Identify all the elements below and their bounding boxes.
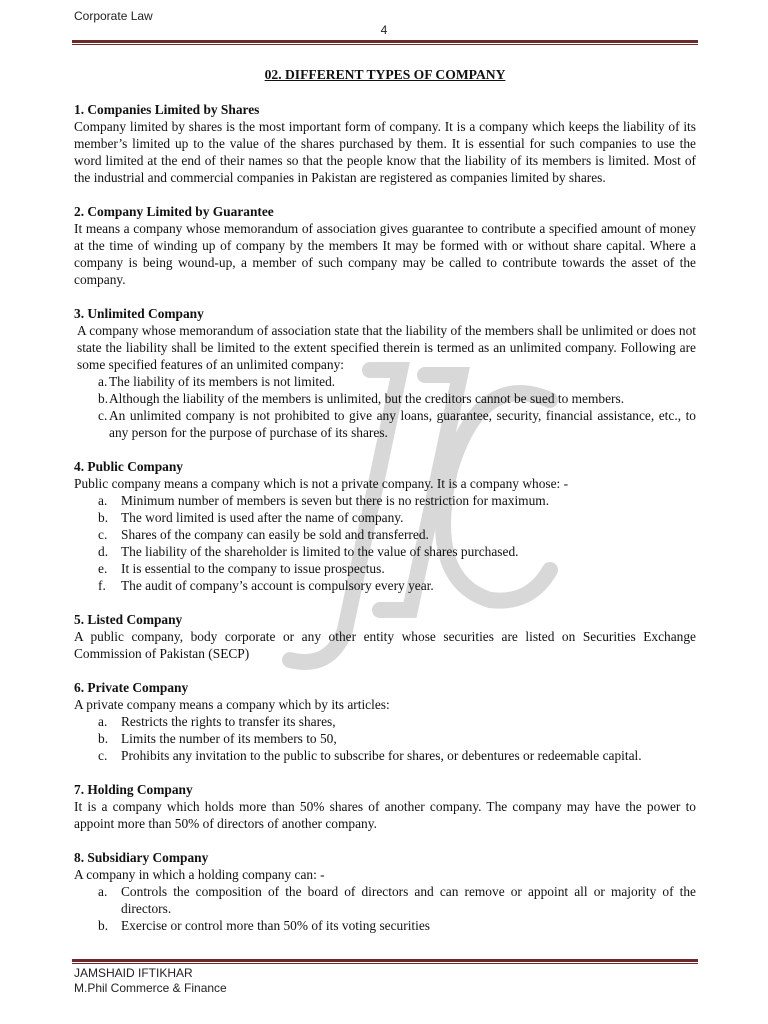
section-1 [74, 101, 696, 186]
document-title: 02. DIFFERENT TYPES OF COMPANY [264, 67, 506, 82]
list-item [74, 730, 696, 747]
list-item-text: Restricts the rights to transfer its shares, [121, 714, 336, 729]
list-marker: f. [98, 578, 106, 593]
section-text: A company in which a holding company can: - [74, 867, 325, 882]
footer [74, 966, 227, 996]
list-item [74, 492, 696, 509]
section-list [74, 883, 696, 934]
list-item-text: The word limited is used after the name of company. [121, 510, 404, 525]
list-item [74, 373, 696, 390]
section-list [74, 492, 696, 594]
section-4 [74, 458, 696, 594]
section-heading: 8. Subsidiary Company [74, 850, 209, 865]
list-item-text: The liability of its members is not limited. [109, 374, 336, 389]
list-item [74, 713, 696, 730]
list-item-text: It is essential to the company to issue prospectus. [121, 561, 385, 576]
section-heading: 1. Companies Limited by Shares [74, 102, 260, 117]
sections-container [74, 101, 696, 934]
footer-qualification: M.Phil Commerce & Finance [74, 981, 227, 995]
list-item [74, 917, 696, 934]
section-heading: 5. Listed Company [74, 612, 183, 627]
section-heading: 7. Holding Company [74, 782, 193, 797]
section-5 [74, 611, 696, 662]
section-text: A company whose memorandum of association state that the liability of the members shall be unlimited or does not state the liability shall be limited to the extent specified therein is termed as an unlimited company. Following are some specified features of an unlimited company: [77, 323, 696, 372]
list-item [74, 883, 696, 917]
list-item-text: An unlimited company is not prohibited to give any loans, guarantee, security, financial assistance, etc., to any person for the purpose of purchase of its shares. [109, 408, 696, 440]
section-6 [74, 679, 696, 764]
list-marker: a. [98, 493, 108, 508]
list-marker: b. [98, 391, 109, 406]
list-marker: e. [98, 561, 108, 576]
section-text: A private company means a company which by its articles: [74, 697, 390, 712]
list-marker: c. [98, 748, 108, 763]
header-rule [72, 40, 698, 45]
list-item-text: Prohibits any invitation to the public to subscribe for shares, or debentures or redeemable capital. [121, 748, 642, 763]
list-marker: a. [98, 884, 108, 899]
list-marker: b. [98, 510, 109, 525]
list-marker: a. [98, 714, 108, 729]
list-item [74, 560, 696, 577]
page-number: 4 [380, 23, 388, 37]
list-marker: b. [98, 731, 109, 746]
list-item [74, 543, 696, 560]
list-item-text: The liability of the shareholder is limited to the value of shares purchased. [121, 544, 519, 559]
section-text: It means a company whose memorandum of association gives guarantee to contribute a specified amount of money at the time of winding up of company by the members It may be formed with or without share capital. Where a company is being wound-up, a member of such company may be called to contribute towards the asset of the company. [74, 221, 696, 287]
section-text: Company limited by shares is the most important form of company. It is a company which keeps the liability of its member’s limited up to the value of the shares purchased by them. It is essential for such companies to use the word limited at the end of their names so that the people know that the liability of its members is limited. Most of the industrial and commercial companies in Pakistan are registered as companies limited by shares. [74, 119, 696, 185]
section-heading: 3. Unlimited Company [74, 306, 204, 321]
list-item [74, 407, 696, 441]
list-item-text: Shares of the company can easily be sold and transferred. [121, 527, 429, 542]
footer-author: JAMSHAID IFTIKHAR [74, 966, 193, 980]
list-marker: b. [98, 918, 109, 933]
section-list [74, 373, 696, 441]
list-item [74, 509, 696, 526]
document-body [74, 66, 696, 951]
section-3 [74, 305, 696, 441]
list-marker: c. [98, 408, 108, 423]
section-text: It is a company which holds more than 50% shares of another company. The company may have the power to appoint more than 50% of directors of another company. [74, 799, 696, 831]
section-7 [74, 781, 696, 832]
list-item [74, 747, 696, 764]
list-marker: c. [98, 527, 108, 542]
running-header: Corporate Law [74, 9, 153, 23]
list-item [74, 526, 696, 543]
section-heading: 2. Company Limited by Guarantee [74, 204, 274, 219]
list-item-text: Exercise or control more than 50% of its voting securities [121, 918, 431, 933]
section-2 [74, 203, 696, 288]
section-heading: 6. Private Company [74, 680, 189, 695]
list-item-text: Minimum number of members is seven but there is no restriction for maximum. [121, 493, 550, 508]
list-item [74, 390, 696, 407]
list-item-text: Controls the composition of the board of directors and can remove or appoint all or majority of the directors. [121, 884, 696, 916]
footer-rule [72, 959, 698, 964]
list-item-text: Limits the number of its members to 50, [121, 731, 337, 746]
section-heading: 4. Public Company [74, 459, 184, 474]
list-marker: d. [98, 544, 109, 559]
list-item-text: Although the liability of the members is unlimited, but the creditors cannot be sued to members. [109, 391, 625, 406]
list-item-text: The audit of company’s account is compulsory every year. [121, 578, 434, 593]
section-8 [74, 849, 696, 934]
section-text: Public company means a company which is not a private company. It is a company whose: - [74, 476, 569, 491]
list-marker: a. [98, 374, 108, 389]
list-item [74, 577, 696, 594]
section-text: A public company, body corporate or any other entity whose securities are listed on Securities Exchange Commission of Pakistan (SECP) [74, 629, 696, 661]
section-list [74, 713, 696, 764]
